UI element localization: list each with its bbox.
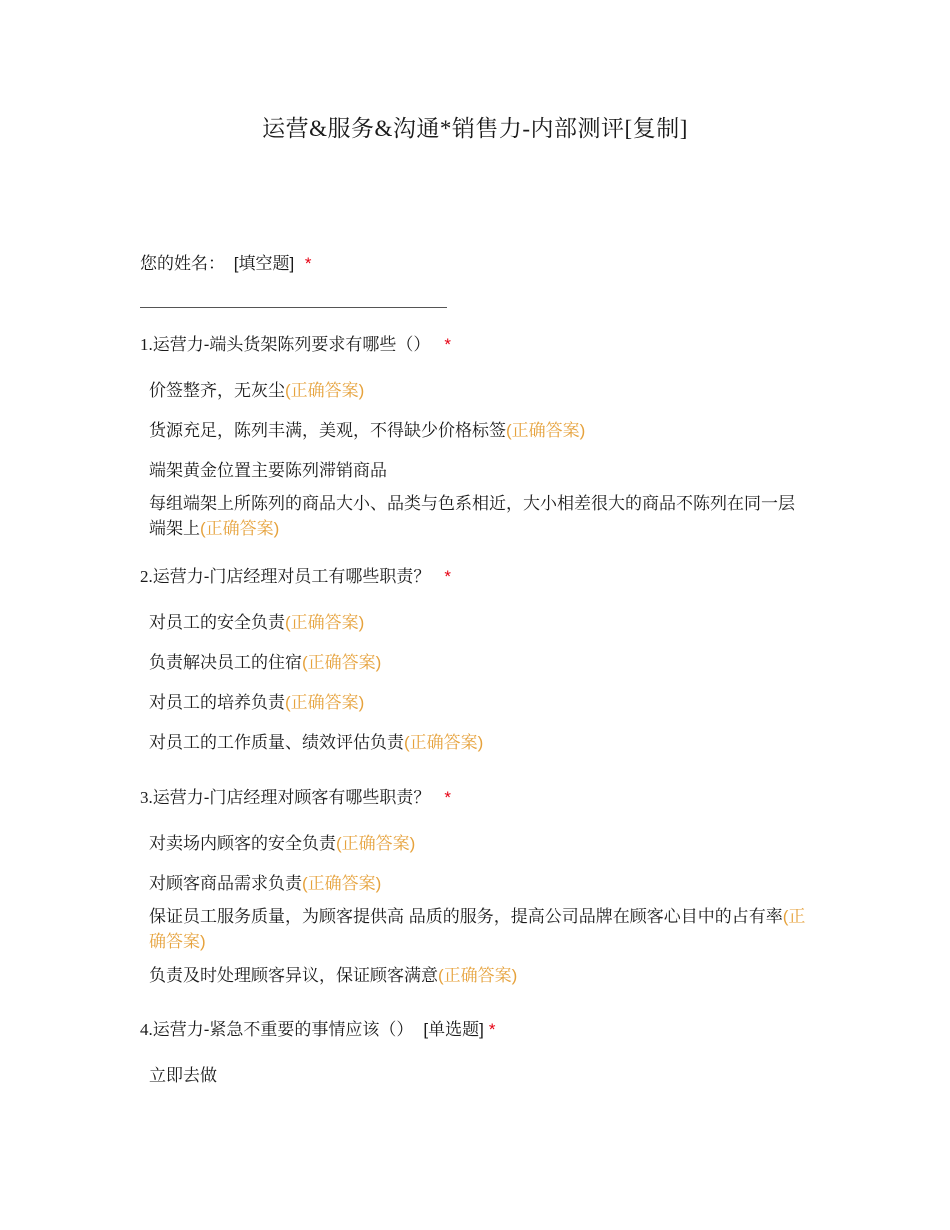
- question-1: [140, 333, 820, 357]
- option-text: 对卖场内顾客的安全负责: [149, 834, 336, 853]
- correct-answer-tag: (正确答案): [404, 733, 484, 752]
- correct-answer-tag: (正确答案): [285, 613, 365, 632]
- question-number: 2.: [140, 567, 153, 586]
- q1-option-1[interactable]: [149, 378, 809, 403]
- correct-answer-tag: (正确答案): [200, 519, 280, 538]
- q2-option-3[interactable]: [149, 690, 809, 715]
- q4-option-1[interactable]: [149, 1063, 809, 1088]
- option-text: 价签整齐，无灰尘: [149, 381, 285, 400]
- name-question: [140, 252, 820, 276]
- question-type: [填空题]: [233, 254, 295, 273]
- option-text: 负责及时处理顾客异议，保证顾客满意: [149, 966, 438, 985]
- question-type: [单选题]: [423, 1020, 484, 1039]
- required-mark: *: [444, 567, 452, 586]
- page-title: 运营&服务&沟通*销售力-内部测评[复制]: [262, 116, 688, 141]
- q3-option-2[interactable]: [149, 871, 809, 896]
- option-text: 负责解决员工的住宿: [149, 653, 302, 672]
- question-text: 运营力-门店经理对员工有哪些职责？: [152, 567, 431, 586]
- option-text: 每组端架上所陈列的商品大小、品类与色系相近，大小相差很大的商品不陈列在同一层端架上: [149, 494, 795, 538]
- correct-answer-tag: (正确答案): [285, 381, 365, 400]
- question-number: 3.: [140, 788, 153, 807]
- required-mark: *: [444, 335, 452, 354]
- required-mark: *: [304, 254, 312, 273]
- correct-answer-tag: (正确答案): [438, 966, 518, 985]
- option-text: 对顾客商品需求负责: [149, 874, 302, 893]
- correct-answer-tag: (正确答案): [302, 874, 382, 893]
- question-3: [140, 786, 820, 810]
- question-2: [140, 565, 820, 589]
- question-text: 运营力-门店经理对顾客有哪些职责？: [152, 788, 431, 807]
- required-mark: *: [488, 1020, 496, 1039]
- option-text: 立即去做: [149, 1066, 217, 1085]
- required-mark: *: [444, 788, 452, 807]
- question-number: 1.: [140, 335, 153, 354]
- correct-answer-tag: (正确答案): [302, 653, 382, 672]
- question-text: 运营力-端头货架陈列要求有哪些（）: [152, 335, 431, 354]
- option-text: 货源充足，陈列丰满，美观，不得缺少价格标签: [149, 421, 506, 440]
- q1-option-3[interactable]: [149, 458, 809, 483]
- q2-option-1[interactable]: [149, 610, 809, 635]
- q1-option-2[interactable]: [149, 418, 809, 443]
- correct-answer-tag: (正确答案): [149, 907, 806, 951]
- q2-option-2[interactable]: [149, 650, 809, 675]
- correct-answer-tag: (正确答案): [285, 693, 365, 712]
- correct-answer-tag: (正确答案): [336, 834, 416, 853]
- name-label: 您的姓名：: [140, 254, 225, 273]
- q3-option-1[interactable]: [149, 831, 809, 856]
- option-text: 端架黄金位置主要陈列滞销商品: [149, 461, 387, 480]
- question-text: 运营力-紧急不重要的事情应该（）: [152, 1020, 414, 1039]
- question-4: [140, 1018, 820, 1042]
- q2-option-4[interactable]: [149, 730, 809, 755]
- q1-option-4[interactable]: [149, 491, 809, 541]
- correct-answer-tag: (正确答案): [506, 421, 586, 440]
- q3-option-3[interactable]: [149, 904, 809, 954]
- question-number: 4.: [140, 1020, 153, 1039]
- q3-option-4[interactable]: [149, 963, 809, 988]
- option-text: 保证员工服务质量，为顾客提供高 品质的服务，提高公司品牌在顾客心目中的占有率: [149, 907, 783, 926]
- option-text: 对员工的工作质量、绩效评估负责: [149, 733, 404, 752]
- option-text: 对员工的培养负责: [149, 693, 285, 712]
- option-text: 对员工的安全负责: [149, 613, 285, 632]
- name-input-line[interactable]: [140, 307, 447, 308]
